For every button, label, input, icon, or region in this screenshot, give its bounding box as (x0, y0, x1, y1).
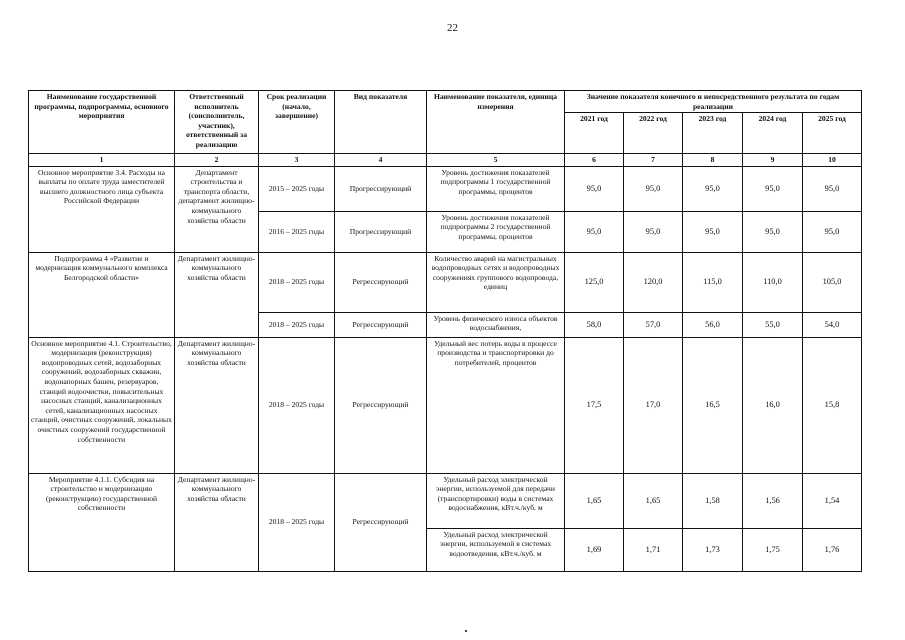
value-2021: 17,5 (565, 337, 624, 473)
header-indicator-name: Наименование показателя, единица измерения (427, 91, 565, 154)
column-number: 9 (743, 154, 803, 167)
executor: Департамент строительства и транспорта области, департамент жилищно-коммунального хозяйства области (175, 166, 259, 252)
value-2021: 125,0 (565, 252, 624, 312)
page-number: 22 (447, 22, 458, 34)
value-2024: 1,56 (743, 473, 803, 528)
indicator-name: Уровень достижения показателей подпрограммы 2 государственной программы, процентов (427, 211, 565, 252)
program-name: Подпрограмма 4 «Развитие и модернизация коммунального комплекса Белгородской области» (29, 252, 175, 337)
program-name: Мероприятие 4.1.1. Субсидия на строительство и модернизацию (реконструкцию) государственной собственности (29, 473, 175, 571)
indicator-name: Уровень достижения показателей подпрограммы 1 государственной программы, процентов (427, 166, 565, 211)
executor: Департамент жилищно-коммунального хозяйства области (175, 473, 259, 571)
executor: Департамент жилищно-коммунального хозяйства области (175, 337, 259, 473)
indicator-name: Удельный вес потерь воды в процессе производства и транспортировки до потребителей, процентов (427, 337, 565, 473)
table-row (29, 473, 862, 528)
period: 2018 – 2025 годы (259, 473, 335, 571)
header-name: Наименование государственной программы, подпрограммы, основного мероприятия (29, 91, 175, 154)
value-2025: 54,0 (803, 312, 862, 337)
header-period: Срок реализации (начало, завершение) (259, 91, 335, 154)
value-2021: 95,0 (565, 211, 624, 252)
header-year: 2025 год (803, 113, 862, 154)
scan-speck (465, 630, 467, 632)
value-2023: 95,0 (683, 211, 743, 252)
period: 2016 – 2025 годы (259, 211, 335, 252)
column-number: 6 (565, 154, 624, 167)
period: 2018 – 2025 годы (259, 312, 335, 337)
value-2024: 95,0 (743, 166, 803, 211)
value-2022: 17,0 (624, 337, 683, 473)
value-2023: 16,5 (683, 337, 743, 473)
header-year: 2023 год (683, 113, 743, 154)
value-2023: 95,0 (683, 166, 743, 211)
value-2021: 95,0 (565, 166, 624, 211)
value-2021: 1,65 (565, 473, 624, 528)
indicator-name: Количество аварий на магистральных водопроводных сетях и водопроводных сооружениях группового водопровода, единиц (427, 252, 565, 312)
value-2022: 1,71 (624, 528, 683, 571)
value-2024: 16,0 (743, 337, 803, 473)
indicator-type: Регрессирующий (335, 312, 427, 337)
value-2021: 1,69 (565, 528, 624, 571)
indicator-name: Уровень физического износа объектов водоснабжения, (427, 312, 565, 337)
period: 2018 – 2025 годы (259, 252, 335, 312)
indicator-type: Регрессирующий (335, 337, 427, 473)
indicator-name: Удельный расход электрической энергии, используемой в системах водоотведения, кВт.ч./куб. м (427, 528, 565, 571)
program-name: Основное мероприятие 4.1. Строительство, модернизация (реконструкция) водопроводных сетей, водозаборных сооружений, водозаборных скважин, водонапорных башен, резервуаров, станций водоочистки, повысительных насосных станций, канализационных сетей, канализационных насосных станций, очистных сооружений, локальных очистных сооружений государственной собственности (29, 337, 175, 473)
value-2025: 95,0 (803, 211, 862, 252)
value-2024: 55,0 (743, 312, 803, 337)
table-row (29, 337, 862, 473)
column-number: 2 (175, 154, 259, 167)
value-2022: 1,65 (624, 473, 683, 528)
period: 2015 – 2025 годы (259, 166, 335, 211)
value-2023: 1,58 (683, 473, 743, 528)
column-number: 5 (427, 154, 565, 167)
executor: Департамент жилищно-коммунального хозяйства области (175, 252, 259, 337)
column-number: 3 (259, 154, 335, 167)
value-2025: 95,0 (803, 166, 862, 211)
indicator-type: Прогрессирующий (335, 211, 427, 252)
column-number: 4 (335, 154, 427, 167)
table-row (29, 166, 862, 211)
value-2022: 95,0 (624, 166, 683, 211)
value-2021: 58,0 (565, 312, 624, 337)
header-executor: Ответственный исполнитель (соисполнитель, участник), ответственный за реализацию (175, 91, 259, 154)
period: 2018 – 2025 годы (259, 337, 335, 473)
header-year: 2024 год (743, 113, 803, 154)
indicator-name: Удельный расход электрической энергии, используемой для передачи (транспортировки) воды в системах водоснабжения, кВт.ч./куб. м (427, 473, 565, 528)
program-name: Основное мероприятие 3.4. Расходы на выплаты по оплате труда заместителей высшего должностного лица субъекта Российской Федерации (29, 166, 175, 252)
value-2024: 110,0 (743, 252, 803, 312)
column-number: 10 (803, 154, 862, 167)
value-2025: 1,54 (803, 473, 862, 528)
value-2025: 105,0 (803, 252, 862, 312)
indicator-type: Прогрессирующий (335, 166, 427, 211)
value-2024: 1,75 (743, 528, 803, 571)
value-2022: 57,0 (624, 312, 683, 337)
header-values-group: Значение показателя конечного и непосредственного результата по годам реализации (565, 91, 862, 113)
table-row (29, 252, 862, 312)
value-2024: 95,0 (743, 211, 803, 252)
column-number: 7 (624, 154, 683, 167)
column-number: 8 (683, 154, 743, 167)
column-number: 1 (29, 154, 175, 167)
indicators-table (28, 90, 862, 572)
value-2023: 1,73 (683, 528, 743, 571)
header-year: 2022 год (624, 113, 683, 154)
value-2025: 15,8 (803, 337, 862, 473)
indicator-type: Регрессирующий (335, 252, 427, 312)
value-2022: 120,0 (624, 252, 683, 312)
header-indicator-type: Вид показателя (335, 91, 427, 154)
value-2022: 95,0 (624, 211, 683, 252)
value-2023: 115,0 (683, 252, 743, 312)
value-2025: 1,76 (803, 528, 862, 571)
indicator-type: Регрессирующий (335, 473, 427, 571)
header-year: 2021 год (565, 113, 624, 154)
value-2023: 56,0 (683, 312, 743, 337)
